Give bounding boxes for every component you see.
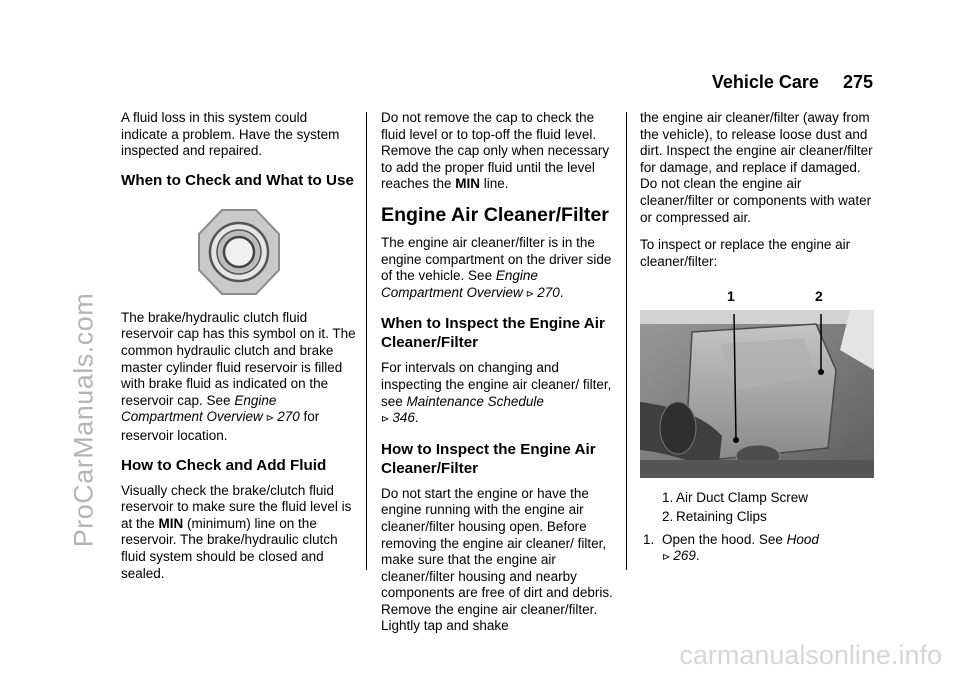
section-title: Vehicle Care	[711, 72, 819, 92]
heading-how-to-inspect: How to Inspect the Engine Air Cleaner/Filter	[381, 440, 596, 477]
step-1: 1. Open the hood. See Hood ⊳ 269.	[643, 531, 819, 564]
side-watermark: ProCarManuals.com	[68, 292, 99, 548]
photo-captions	[640, 490, 876, 525]
link-engine-compartment-overview-2[interactable]: Engine Compartment Overview	[381, 268, 538, 300]
cap-paragraph: Do not remove the cap to check the fluid level or to top-off the fluid level. Remove the cap only when necessary to add the proper fluid until the level reaches the MIN line.	[381, 110, 610, 192]
heading-how-to-check: How to Check and Add Fluid	[121, 456, 327, 474]
column-divider-2	[626, 112, 627, 570]
continued-paragraph: the engine air cleaner/filter (away from the vehicle), to release loose dust and dirt. Inspect the engine air cleaner/filter for damage, and replace if damaged. Do not clean the engine air cleaner/filter or components with water or compressed air.	[640, 110, 873, 225]
inspect-intro-paragraph: To inspect or replace the engine air cleaner/filter:	[640, 237, 851, 269]
page-header	[712, 72, 873, 93]
link-maintenance-schedule[interactable]: Maintenance Schedule	[406, 393, 544, 409]
link-hood[interactable]: Hood	[786, 531, 819, 547]
callout-2: 2	[815, 288, 823, 305]
callout-1: 1	[727, 288, 735, 305]
caption-item: 1. Air Duct Clamp Screw	[662, 490, 809, 506]
column-divider-1	[366, 112, 367, 570]
intro-paragraph: A fluid loss in this system could indicate a problem. Have the system inspected and repaired.	[121, 110, 340, 159]
heading-when-to-check: When to Check and What to Use	[121, 171, 354, 189]
caption-item: 2. Retaining Clips	[662, 508, 767, 524]
how-inspect-paragraph: Do not start the engine or have the engine running with the engine air cleaner/filter housing open. Before removing the engine air cleaner/ filter, make sure that the engine air cleaner/filter housing and nearby components are free of dirt and debris. Remove the engine air cleaner/filter. Lightly tap and shake	[381, 485, 613, 634]
column-3	[640, 110, 876, 567]
page-ref-arrow-icon: ⊳	[381, 414, 390, 426]
air-cleaner-photo	[640, 288, 874, 478]
footer-watermark: carmanualsonline.info	[679, 640, 942, 670]
page-ref-arrow-icon: ⊳	[662, 552, 671, 564]
page-number: 275	[842, 72, 873, 92]
page-ref-arrow-icon: ⊳	[265, 413, 275, 425]
heading-engine-air-cleaner: Engine Air Cleaner/Filter	[381, 203, 609, 226]
page-ref-arrow-icon: ⊳	[525, 288, 535, 300]
check-paragraph: Visually check the brake/clutch fluid reservoir to make sure the fluid level is at the MIN (minimum) line on the reservoir. The brake/hydraulic clutch fluid system should be closed and sealed.	[121, 482, 352, 581]
when-inspect-paragraph: For intervals on changing and inspecting the engine air cleaner/ filter, see Maintenance Schedule ⊳ 346.	[381, 360, 612, 426]
air-cleaner-paragraph: The engine air cleaner/filter is in the engine compartment on the driver side of the vehicle. See Engine Compartment Overview ⊳ 270.	[381, 234, 612, 300]
column-2	[381, 110, 617, 646]
column-1	[121, 110, 357, 593]
link-engine-compartment-overview[interactable]: Engine Compartment Overview	[121, 392, 277, 425]
heading-when-to-inspect: When to Inspect the Engine Air Cleaner/Filter	[381, 315, 605, 352]
symbol-paragraph: The brake/hydraulic clutch fluid reservoir cap has this symbol on it. The common hydraulic clutch and brake master cylinder fluid reservoir is filled with brake fluid as indicated on the reservoir cap. See Engine Compartment Overview ⊳ 270 for reservoir location.	[121, 309, 356, 443]
brake-clutch-fluid-reservoir-cap-icon	[197, 208, 281, 296]
engine-air-cleaner-image	[640, 310, 874, 478]
